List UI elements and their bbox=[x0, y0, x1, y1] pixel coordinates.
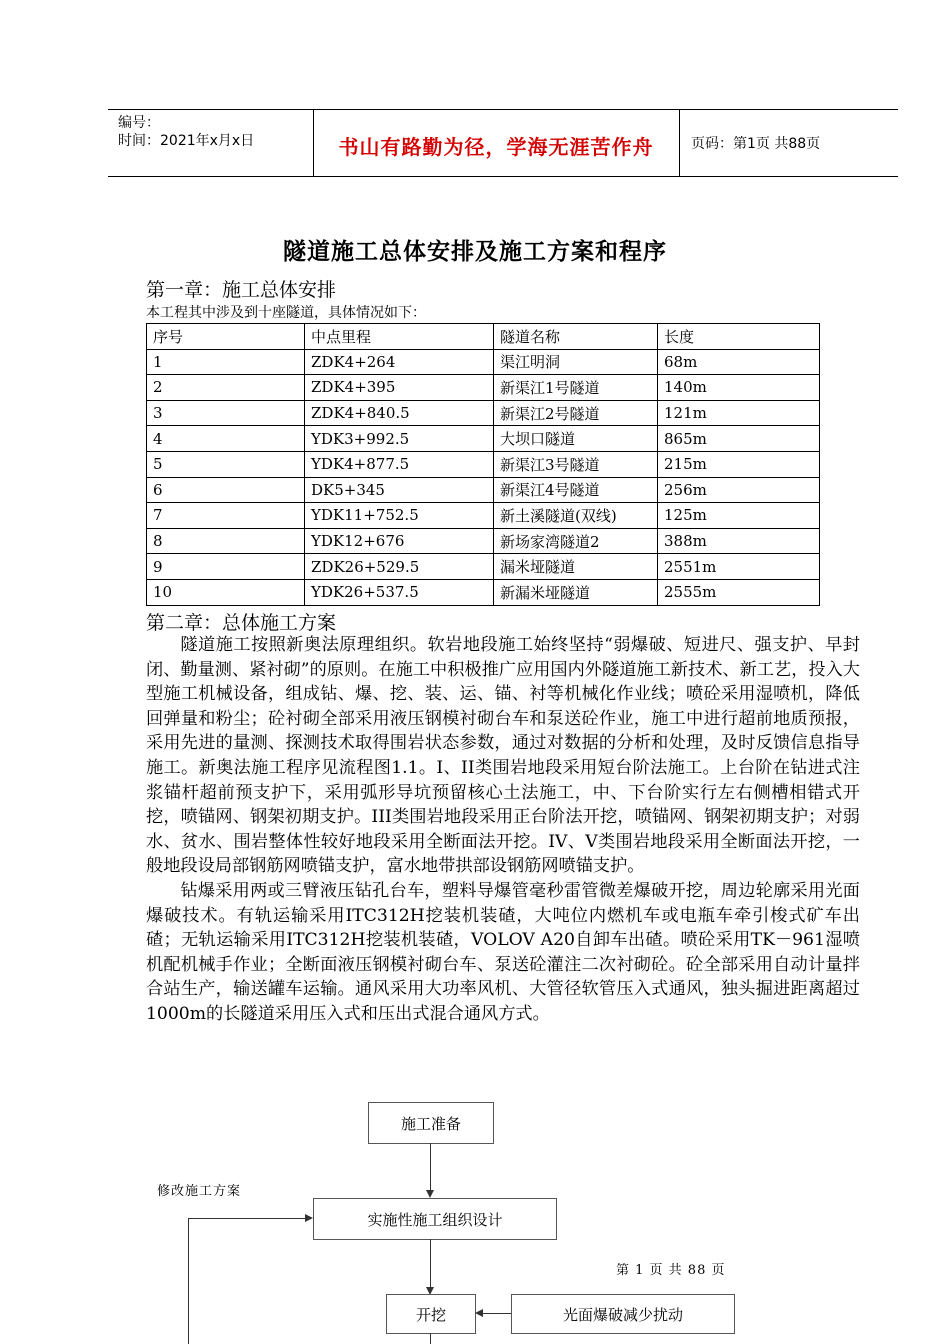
cell-tunnel-name: 新土溪隧道(双线) bbox=[494, 503, 658, 529]
cell-length: 388m bbox=[658, 528, 820, 554]
cell-length: 2551m bbox=[658, 554, 820, 580]
header-divider-right bbox=[679, 110, 680, 177]
cell-mileage: DK5+345 bbox=[305, 477, 494, 503]
cell-mileage: ZDK26+529.5 bbox=[305, 554, 494, 580]
chapter1-heading: 第一章：施工总体安排 bbox=[146, 279, 337, 301]
cell-index: 1 bbox=[147, 349, 305, 375]
flow-arrow-3 bbox=[475, 1309, 483, 1317]
flow-arrow-1 bbox=[426, 1190, 434, 1198]
cell-length: 140m bbox=[658, 375, 820, 401]
cell-index: 9 bbox=[147, 554, 305, 580]
chapter2-paragraph-1: 隧道施工按照新奥法原理组织。软岩地段施工始终坚持“弱爆破、短进尺、强支护、早封闭、勤量测、紧衬砌”的原则。在施工中积极推广应用国内外隧道施工新技术、新工艺，投入大型施工机械设备，组成钻、爆、挖、装、运、锚、衬等机械化作业线；喷砼采用湿喷机，降低回弹量和粉尘；砼衬砌全部采用液压钢模衬砌台车和泵送砼作业，施工中进行超前地质预报，采用先进的量测、探测技术取得围岩状态参数，通过对数据的分析和处理，及时反馈信息指导施工。新奥法施工程序见流程图1.1。I、II类围岩地段采用短台阶法施工。上台阶在钻进式注浆锚杆超前预支护下，采用弧形导坑预留核心土法施工，中、下台阶实行左右侧槽相错式开挖，喷锚网、钢架初期支护。III类围岩地段采用正台阶法开挖，喷锚网、钢架初期支护；对弱水、贫水、围岩整体性较好地段采用全断面法开挖。IV、V类围岩地段采用全断面法开挖，一般地段设局部钢筋网喷锚支护，富水地带拱部设钢筋网喷锚支护。 bbox=[146, 635, 860, 877]
table-row bbox=[147, 503, 820, 529]
flow-feedback-arrow bbox=[305, 1214, 313, 1222]
table-row bbox=[147, 349, 820, 375]
cell-length: 865m bbox=[658, 426, 820, 452]
tunnel-table bbox=[146, 323, 820, 606]
flow-feedback-vertical bbox=[188, 1218, 189, 1344]
header-page-info: 页码：第1页 共88页 bbox=[691, 136, 821, 152]
cell-tunnel-name: 新漏米垭隧道 bbox=[494, 579, 658, 605]
cell-length: 68m bbox=[658, 349, 820, 375]
header-top-rule bbox=[108, 109, 898, 110]
flow-connector-1 bbox=[430, 1143, 431, 1191]
cell-index: 2 bbox=[147, 375, 305, 401]
document-title: 隧道施工总体安排及施工方案和程序 bbox=[283, 238, 667, 265]
cell-tunnel-name: 漏米垭隧道 bbox=[494, 554, 658, 580]
chapter2-paragraph-2: 钻爆采用两或三臂液压钻孔台车，塑料导爆管毫秒雷管微差爆破开挖，周边轮廓采用光面爆破技术。有轨运输采用ITC312H挖装机装碴，大吨位内燃机车或电瓶车牵引梭式矿车出碴；无轨运输采用ITC312H挖装机装碴，VOLOV A20自卸车出碴。喷砼采用TK－961湿喷机配机械手作业；全断面液压钢模衬砌台车、泵送砼灌注二次衬砌砼。砼全部采用自动计量拌合站生产，输送罐车运输。通风采用大功率风机、大管径软管压入式通风，独头掘进距离超过1000m的长隧道采用压入式和压出式混合通风方式。 bbox=[146, 880, 860, 1024]
cell-length: 2555m bbox=[658, 579, 820, 605]
cell-tunnel-name: 新渠江4号隧道 bbox=[494, 477, 658, 503]
cell-mileage: YDK3+992.5 bbox=[305, 426, 494, 452]
chapter2-body bbox=[146, 633, 860, 1027]
footer-page-number: 第 1 页 共 88 页 bbox=[616, 1263, 726, 1278]
cell-index: 7 bbox=[147, 503, 305, 529]
header-time-label: 时间：2021年x月x日 bbox=[118, 133, 255, 149]
cell-index: 4 bbox=[147, 426, 305, 452]
cell-index: 8 bbox=[147, 528, 305, 554]
cell-length: 215m bbox=[658, 451, 820, 477]
cell-tunnel-name: 大坝口隧道 bbox=[494, 426, 658, 452]
cell-mileage: YDK4+877.5 bbox=[305, 451, 494, 477]
header-number-label: 编号： bbox=[118, 115, 160, 131]
cell-tunnel-name: 新场家湾隧道2 bbox=[494, 528, 658, 554]
flow-connector-2 bbox=[430, 1239, 431, 1288]
cell-index: 3 bbox=[147, 400, 305, 426]
cell-mileage: ZDK4+840.5 bbox=[305, 400, 494, 426]
col-header-name: 隧道名称 bbox=[494, 324, 658, 350]
cell-mileage: ZDK4+395 bbox=[305, 375, 494, 401]
chapter2-heading: 第二章：总体施工方案 bbox=[146, 612, 337, 634]
col-header-index: 序号 bbox=[147, 324, 305, 350]
cell-tunnel-name: 渠江明洞 bbox=[494, 349, 658, 375]
flow-box-design: 实施性施工组织设计 bbox=[313, 1198, 557, 1240]
table-row bbox=[147, 375, 820, 401]
cell-mileage: YDK11+752.5 bbox=[305, 503, 494, 529]
cell-mileage: ZDK4+264 bbox=[305, 349, 494, 375]
table-row bbox=[147, 528, 820, 554]
table-row bbox=[147, 426, 820, 452]
cell-tunnel-name: 新渠江3号隧道 bbox=[494, 451, 658, 477]
flow-connector-4 bbox=[430, 1333, 431, 1344]
flow-connector-3 bbox=[483, 1313, 511, 1314]
cell-mileage: YDK26+537.5 bbox=[305, 579, 494, 605]
table-row bbox=[147, 400, 820, 426]
col-header-length: 长度 bbox=[658, 324, 820, 350]
flow-feedback-horizontal bbox=[188, 1218, 305, 1219]
table-row bbox=[147, 477, 820, 503]
table-row bbox=[147, 554, 820, 580]
table-header-row bbox=[147, 324, 820, 350]
header-motto: 书山有路勤为径，学海无涯苦作舟 bbox=[338, 135, 654, 159]
cell-index: 6 bbox=[147, 477, 305, 503]
cell-tunnel-name: 新渠江1号隧道 bbox=[494, 375, 658, 401]
col-header-mileage: 中点里程 bbox=[305, 324, 494, 350]
cell-length: 125m bbox=[658, 503, 820, 529]
cell-length: 256m bbox=[658, 477, 820, 503]
cell-index: 5 bbox=[147, 451, 305, 477]
flow-box-start: 施工准备 bbox=[368, 1102, 494, 1144]
flow-side-note: 修改施工方案 bbox=[157, 1184, 242, 1199]
cell-tunnel-name: 新渠江2号隧道 bbox=[494, 400, 658, 426]
header-bottom-rule bbox=[108, 176, 898, 177]
table-row bbox=[147, 451, 820, 477]
flow-box-excavate: 开挖 bbox=[386, 1294, 476, 1334]
cell-mileage: YDK12+676 bbox=[305, 528, 494, 554]
flow-box-blast-note: 光面爆破减少扰动 bbox=[511, 1294, 735, 1334]
table-row bbox=[147, 579, 820, 605]
cell-index: 10 bbox=[147, 579, 305, 605]
chapter1-intro: 本工程其中涉及到十座隧道，具体情况如下： bbox=[146, 305, 426, 321]
cell-length: 121m bbox=[658, 400, 820, 426]
